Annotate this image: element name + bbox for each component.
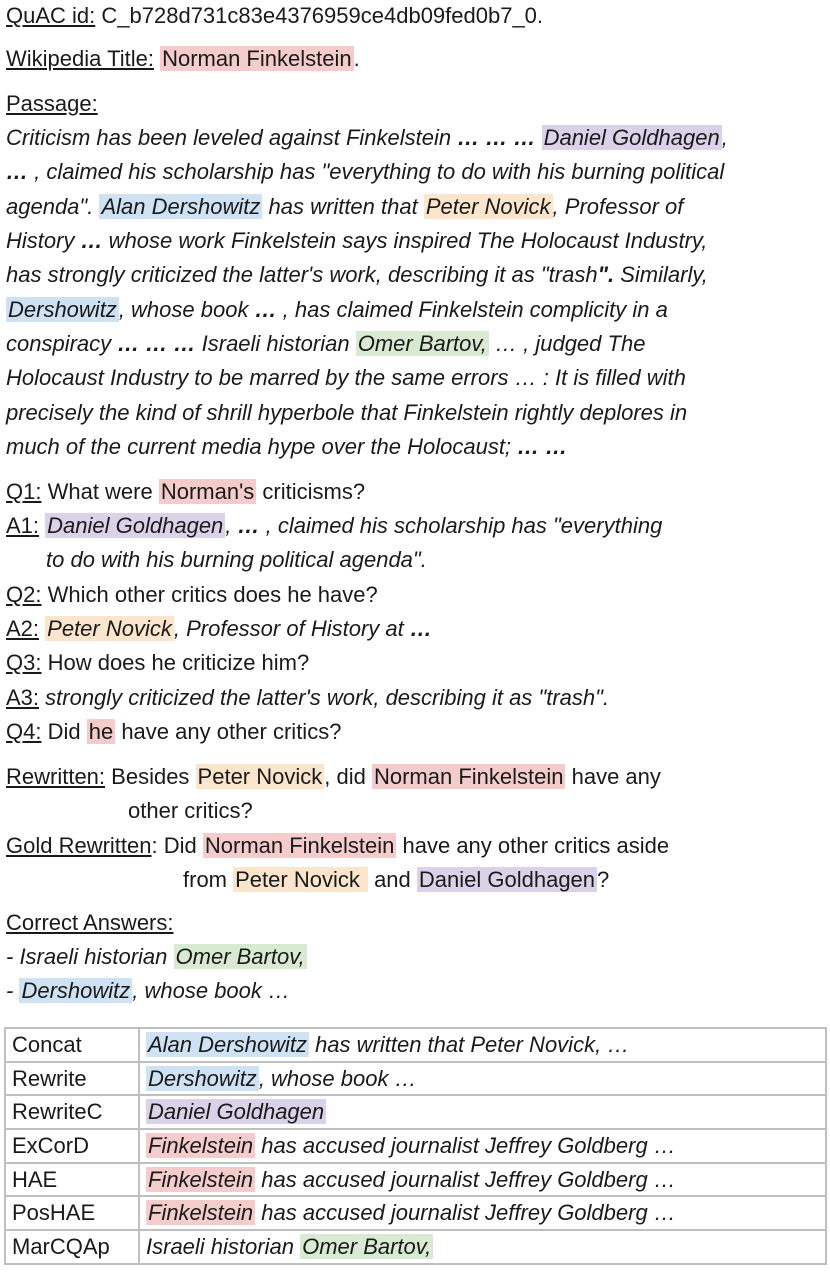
ellipsis: … … … <box>117 331 196 356</box>
entity-peter-novick: Peter Novick <box>235 867 366 892</box>
entity-daniel-goldhagen: Daniel Goldhagen <box>543 125 720 150</box>
passage-text: Criticism has been leveled against Finkelstein <box>6 125 458 150</box>
passage-text: has written that <box>262 194 424 219</box>
answer-label: A1: <box>6 513 40 538</box>
entity-omer-bartov: Omer Bartov, <box>175 944 305 969</box>
question-text: Did <box>41 719 87 744</box>
question-2 <box>6 581 378 608</box>
entity-dershowitz: Dershowitz <box>21 978 131 1003</box>
prediction-highlight: Omer Bartov, <box>302 1233 432 1259</box>
ellipsis: … <box>6 159 28 184</box>
answer-text: , Professor of History at <box>173 616 410 641</box>
table-row <box>5 1028 826 1062</box>
gold-rewritten-text: : Did <box>151 833 203 858</box>
prediction-text: has accused journalist Jeffrey Goldberg … <box>255 1132 676 1158</box>
passage-line-9: precisely the kind of shrill hyperbole that Finkelstein rightly deplores in <box>6 400 688 425</box>
rewritten-text: have any <box>565 764 661 789</box>
rewritten-text: , did <box>324 764 372 789</box>
quac-id-value: C_b728d731c83e4376959ce4db09fed0b7_0. <box>101 3 544 28</box>
prediction-highlight: Finkelstein <box>148 1200 254 1226</box>
passage-text: Israeli historian <box>195 331 356 356</box>
answer-1-continuation: to do with his burning political agenda". <box>46 547 427 572</box>
answer-label: A3: <box>6 685 40 710</box>
answer-text: , claimed his scholarship has "everything <box>259 513 663 538</box>
entity-he: he <box>88 719 114 744</box>
passage-text: agenda". <box>6 194 100 219</box>
question-4 <box>6 718 341 745</box>
wikipedia-title-value: Norman Finkelstein <box>162 46 352 71</box>
ellipsis: … <box>237 513 260 538</box>
prediction-text: has accused journalist Jeffrey Goldberg … <box>255 1200 676 1226</box>
entity-peter-novick: Peter Novick <box>47 616 172 641</box>
prediction-text: has accused journalist Jeffrey Goldberg … <box>255 1166 676 1192</box>
answer-label: A2: <box>6 616 40 641</box>
correct-answer-text: - <box>6 978 20 1003</box>
rewritten-label: Rewritten: <box>6 764 106 789</box>
ellipsis: … … <box>517 434 568 459</box>
passage-line-7 <box>6 330 645 357</box>
answer-text: strongly criticized the latter's work, describing it as "trash". <box>39 685 610 710</box>
passage-text: , claimed his scholarship has "everything to do with his burning political <box>28 159 725 184</box>
prediction-cell <box>139 1230 826 1264</box>
prediction-text: , whose book … <box>258 1065 417 1091</box>
passage-line-1 <box>6 124 728 151</box>
passage-text: , Professor of <box>552 194 684 219</box>
question-text: criticisms? <box>256 479 366 504</box>
passage-text: has strongly criticized the latter's work, describing it as "trash <box>6 262 598 287</box>
answer-2 <box>6 615 432 642</box>
prediction-cell <box>139 1095 826 1129</box>
entity-daniel-goldhagen: Daniel Goldhagen <box>418 867 596 892</box>
table-row <box>5 1163 826 1197</box>
entity-norman-finkelstein: Norman Finkelstein <box>373 764 564 789</box>
passage-text: much of the current media hype over the Holocaust; <box>6 434 518 459</box>
method-name: PosHAE <box>5 1196 139 1230</box>
prediction-highlight: Daniel Goldhagen <box>148 1099 325 1125</box>
model-predictions-table <box>4 1027 827 1265</box>
table-row <box>5 1230 826 1264</box>
wikipedia-title-label: Wikipedia Title: <box>6 46 154 71</box>
entity-daniel-goldhagen: Daniel Goldhagen <box>47 513 224 538</box>
rewritten-text: Besides <box>105 764 196 789</box>
passage-line-4 <box>6 227 707 254</box>
gold-rewritten-text: ? <box>597 867 610 892</box>
prediction-cell <box>139 1062 826 1096</box>
prediction-highlight: Alan Dershowitz <box>148 1031 307 1057</box>
rewritten-continuation: other critics? <box>128 798 253 823</box>
passage-text: Similarly, <box>614 262 708 287</box>
question-text: How does he criticize him? <box>41 650 310 675</box>
prediction-cell <box>139 1196 826 1230</box>
passage-text: whose work Finkelstein says inspired The Holocaust Industry, <box>102 228 708 253</box>
table-row <box>5 1062 826 1096</box>
table-row <box>5 1196 826 1230</box>
entity-alan-dershowitz: Alan Dershowitz <box>101 194 261 219</box>
method-name: MarCQAp <box>5 1230 139 1264</box>
gold-rewritten-line <box>6 832 669 859</box>
passage-text-bold: ". <box>597 262 615 287</box>
ellipsis: … <box>254 297 277 322</box>
entity-norman-finkelstein: Norman Finkelstein <box>204 833 395 858</box>
table-row <box>5 1129 826 1163</box>
method-name: Rewrite <box>5 1062 139 1096</box>
passage-text: , <box>721 125 728 150</box>
question-label: Q3: <box>6 650 42 675</box>
method-name: Concat <box>5 1028 139 1062</box>
passage-text: conspiracy <box>6 331 118 356</box>
ellipsis: … … … <box>457 125 536 150</box>
gold-rewritten-text: have any other critics aside <box>396 833 670 858</box>
method-name: HAE <box>5 1163 139 1197</box>
wikipedia-title-period: . <box>353 46 360 71</box>
prediction-cell <box>139 1129 826 1163</box>
correct-answers-label: Correct Answers: <box>6 910 174 935</box>
gold-rewritten-label: Gold Rewritten <box>6 833 152 858</box>
passage-text: History <box>6 228 81 253</box>
rewritten-line <box>6 763 661 790</box>
passage-line-3 <box>6 193 683 220</box>
passage-line-2 <box>6 158 724 185</box>
entity-norman: Norman's <box>160 479 255 504</box>
question-text: What were <box>41 479 159 504</box>
passage-label: Passage: <box>6 91 98 116</box>
entity-peter-novick: Peter Novick <box>197 764 323 789</box>
answer-text: , <box>225 513 238 538</box>
answer-3 <box>6 684 609 711</box>
passage-text: , whose book <box>118 297 255 322</box>
method-name: ExCorD <box>5 1129 139 1163</box>
wikipedia-title-line <box>6 45 360 72</box>
answer-1 <box>6 512 662 539</box>
question-1 <box>6 478 365 505</box>
ellipsis: … <box>409 616 432 641</box>
entity-peter-novick: Peter Novick <box>425 194 551 219</box>
quac-id-label: QuAC id: <box>6 3 96 28</box>
passage-text: , has claimed Finkelstein complicity in a <box>276 297 668 322</box>
prediction-cell <box>139 1028 826 1062</box>
quac-id-line <box>6 2 543 29</box>
passage-line-6 <box>6 296 668 323</box>
prediction-highlight: Finkelstein <box>148 1132 254 1158</box>
passage-line-10 <box>6 433 567 460</box>
correct-answer-text: - Israeli historian <box>6 944 174 969</box>
passage-line-5 <box>6 261 708 288</box>
ellipsis: … <box>80 228 103 253</box>
entity-omer-bartov: Omer Bartov, <box>357 331 487 356</box>
method-name: RewriteC <box>5 1095 139 1129</box>
question-text: have any other critics? <box>115 719 342 744</box>
passage-text: … , judged The <box>488 331 646 356</box>
question-label: Q4: <box>6 719 42 744</box>
correct-answer-2 <box>6 977 290 1004</box>
prediction-highlight: Finkelstein <box>148 1166 254 1192</box>
gold-rewritten-text: from <box>183 867 234 892</box>
question-label: Q2: <box>6 582 42 607</box>
entity-dershowitz: Dershowitz <box>8 297 117 322</box>
question-label: Q1: <box>6 479 42 504</box>
gold-rewritten-text: and <box>367 867 417 892</box>
prediction-cell <box>139 1163 826 1197</box>
passage-line-8: Holocaust Industry to be marred by the same errors … : It is filled with <box>6 365 686 390</box>
correct-answer-text: , whose book … <box>132 978 291 1003</box>
gold-rewritten-continuation <box>183 866 609 893</box>
question-3 <box>6 649 309 676</box>
prediction-text: Israeli historian <box>146 1233 301 1259</box>
prediction-highlight: Dershowitz <box>148 1065 257 1091</box>
prediction-text: has written that Peter Novick, … <box>308 1031 630 1057</box>
table-row <box>5 1095 826 1129</box>
correct-answer-1 <box>6 943 307 970</box>
question-text: Which other critics does he have? <box>41 582 378 607</box>
